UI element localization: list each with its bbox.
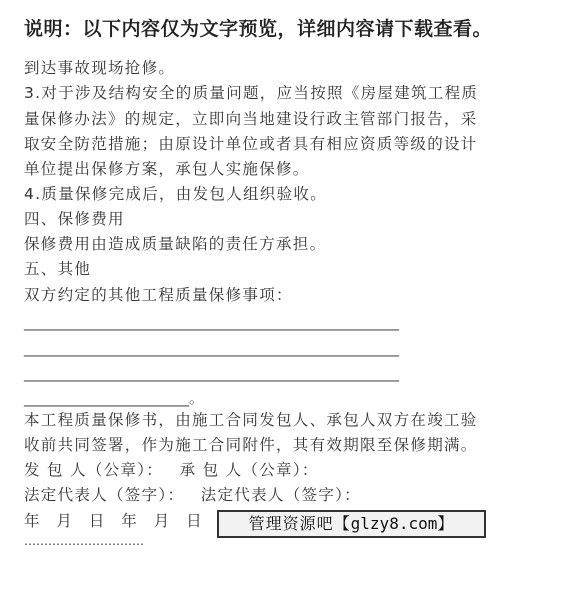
party-b-seal-label: 承 包 人（公章）： [179, 461, 319, 479]
dotted-leader: ………………………… [24, 534, 144, 548]
party-b-representative-label: 法定代表人（签字）： [200, 486, 361, 504]
closing-text-line: 本工程质量保修书，由施工合同发包人、承包人双方在竣工验 [24, 411, 478, 429]
watermark-brand-box [217, 510, 486, 538]
text-line: 3.对于涉及结构安全的质量问题，应当按照《房屋建筑工程质 [24, 84, 479, 102]
fill-in-line: __________________________________________________ [24, 364, 399, 382]
text-line: 取安全防范措施；由原设计单位或者具有相应资质等级的设计 [24, 135, 478, 153]
text-line: 量保修办法》的规定，立即向当地建设行政主管部门报告，采 [24, 110, 478, 128]
brand-bracket-close: 】 [437, 514, 455, 533]
brand-site: glzy8.com [350, 514, 438, 533]
fill-in-line: __________________________________________________ [24, 313, 399, 331]
representative-row [24, 483, 361, 507]
closing-text-line: 收前共同签署，作为施工合同附件，其有效期限至保修期满。 [24, 436, 478, 454]
seal-row [24, 458, 319, 482]
brand-bracket-open: 【 [333, 514, 351, 533]
section-heading: 四、保修费用 [24, 210, 125, 228]
text-line: 4.质量保修完成后，由发包人组织验收。 [24, 185, 327, 203]
text-line: 到达事故现场抢修。 [24, 59, 176, 77]
date-line: 年 月 日 年 月 日 [24, 512, 208, 530]
brand-name: 管理资源吧 [248, 514, 334, 533]
fill-in-line: ______________________。 [24, 389, 205, 407]
text-line: 保修费用由造成质量缺陷的责任方承担。 [24, 235, 327, 253]
party-a-seal-label: 发 包 人（公章）： [24, 461, 164, 479]
party-a-representative-label: 法定代表人（签字）： [24, 486, 185, 504]
text-line: 双方约定的其他工程质量保修事项： [24, 286, 293, 304]
fill-in-line: __________________________________________________ [24, 339, 399, 357]
preview-notice: 说明：以下内容仅为文字预览，详细内容请下载查看。 [24, 18, 493, 40]
section-heading: 五、其他 [24, 260, 92, 278]
text-line: 单位提出保修方案，承包人实施保修。 [24, 160, 310, 178]
